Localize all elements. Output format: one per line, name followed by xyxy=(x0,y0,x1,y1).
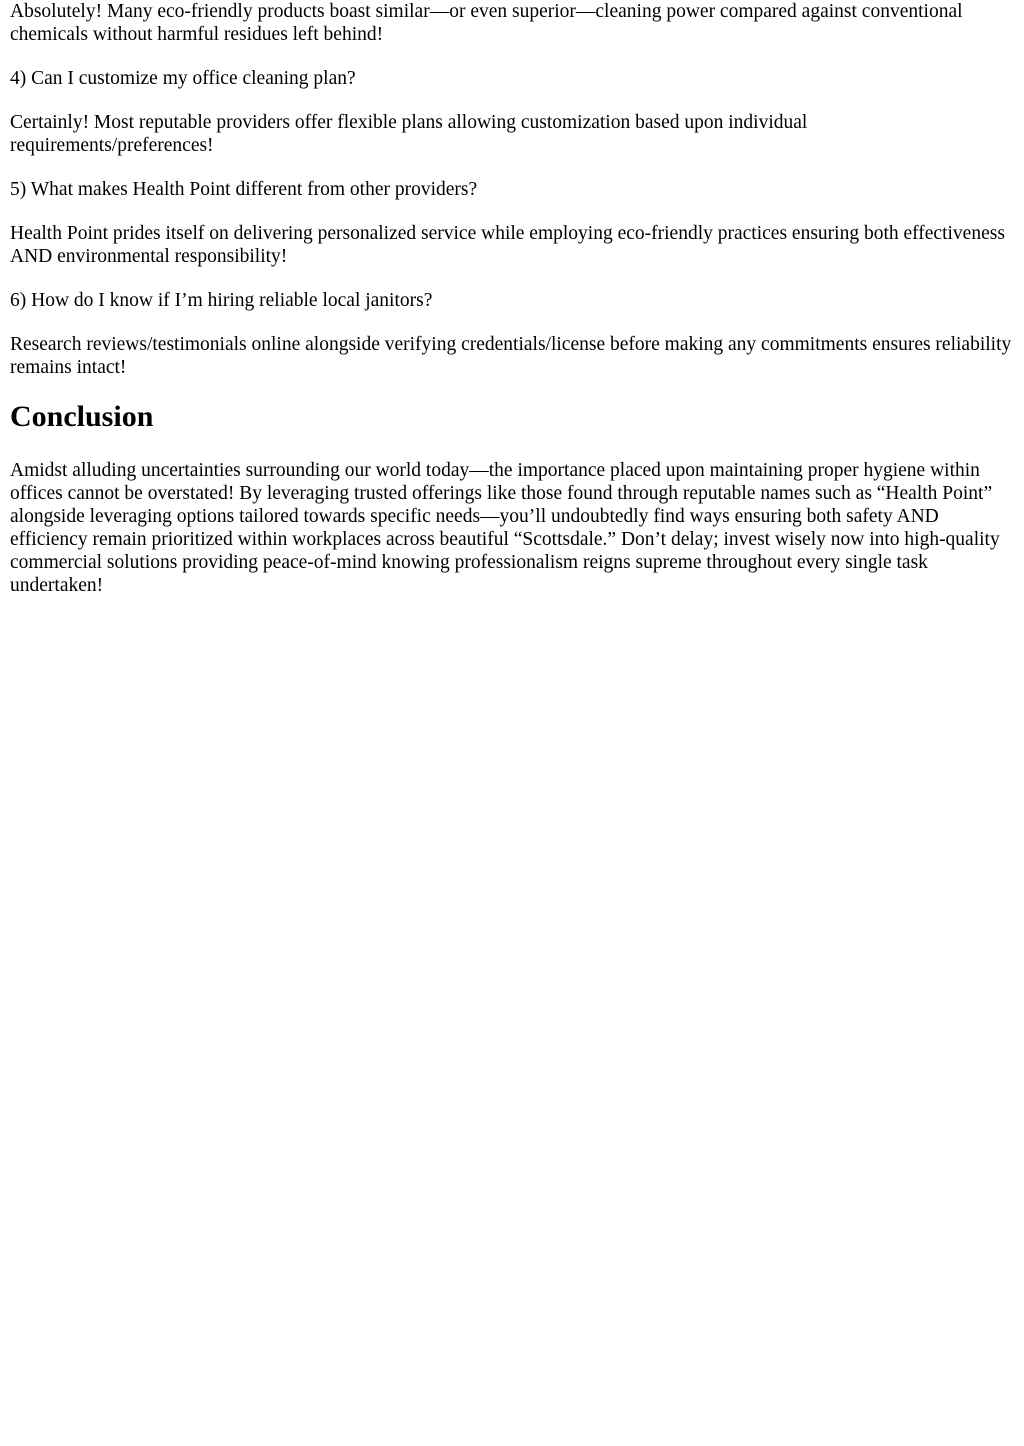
faq-answer-5: Health Point prides itself on delivering personalized service while employing eco-friendly practices ensuring both effectiveness AND environmental responsibility! xyxy=(10,223,1005,267)
conclusion-heading: Conclusion xyxy=(10,400,154,433)
article-content xyxy=(0,0,1024,597)
faq-answer-3: Absolutely! Many eco-friendly products boast similar—or even superior—cleaning power compared against conventional chemicals without harmful residues left behind! xyxy=(10,1,963,45)
faq-question-4: 4) Can I customize my office cleaning plan? xyxy=(10,68,356,89)
conclusion-body: Amidst alluding uncertainties surrounding our world today—the importance placed upon maintaining proper hygiene within offices cannot be overstated! By leveraging trusted offerings like those found through reputable names such as “Health Point” alongside leveraging options tailored towards specific needs—you’ll undoubtedly find ways ensuring both safety AND efficiency remain prioritized within workplaces across beautiful “Scottsdale.” Don’t delay; invest wisely now into high-quality commercial solutions providing peace-of-mind knowing professionalism reigns supreme throughout every single task undertaken! xyxy=(10,460,1000,596)
faq-question-6: 6) How do I know if I’m hiring reliable local janitors? xyxy=(10,290,433,311)
faq-answer-4: Certainly! Most reputable providers offer flexible plans allowing customization based upon individual requirements/preferences! xyxy=(10,112,808,156)
faq-answer-6: Research reviews/testimonials online alongside verifying credentials/license before making any commitments ensures reliability remains intact! xyxy=(10,334,1012,378)
faq-question-5: 5) What makes Health Point different from other providers? xyxy=(10,179,478,200)
